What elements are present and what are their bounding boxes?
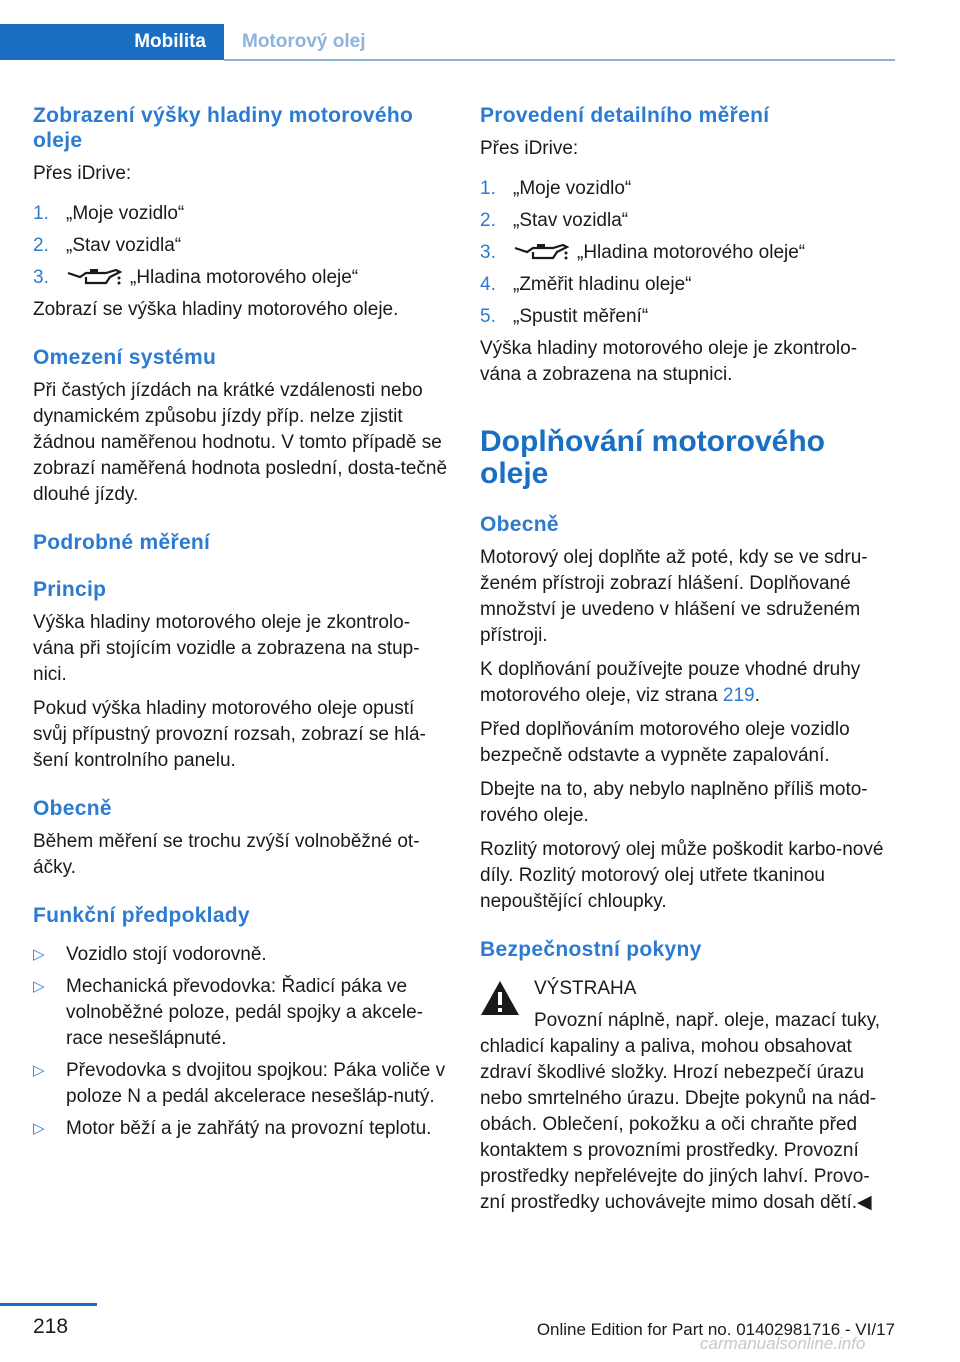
warning-triangle-icon: [480, 980, 520, 1016]
bullet-triangle-icon: ▷: [33, 1062, 45, 1079]
bullet-triangle-icon: ▷: [33, 1120, 45, 1137]
warning-title: VÝSTRAHA: [534, 978, 637, 999]
page-number: 218: [33, 1315, 69, 1338]
principle-text-2: Pokud výška hladiny motorového oleje opustí svůj přípustný provozní rozsah, zobrazí se hlá‐šení kontrolního panelu.: [33, 698, 426, 771]
list-item: 2. „Stav vozidla“: [480, 210, 629, 231]
list-item: ▷ Převodovka s dvojitou spojkou: Páka voliče v poloze N a pedál akcelerace nesešláp‐nutý.: [33, 1060, 446, 1107]
principle-text-1: Výška hladiny motorového oleje je zkontrolo‐vána při stojícím vozidle a zobrazena na stup‐nici.: [33, 612, 420, 685]
idrive-intro: Přes iDrive:: [33, 163, 132, 184]
warning-block: [480, 976, 895, 1216]
refill-text-3: Před doplňováním motorového oleje vozidlo bezpečně odstavte a vypněte zapalování.: [480, 719, 850, 766]
idrive-intro: Přes iDrive:: [480, 138, 579, 159]
display-result-text: Zobrazí se výška hladiny motorového oleje.: [33, 299, 399, 320]
left-column: [33, 103, 448, 1148]
list-item: 2. „Stav vozidla“: [33, 235, 182, 256]
prerequisites-list: [33, 942, 448, 1142]
tab-motorovy-olej[interactable]: Motorový olej: [242, 31, 366, 52]
heading-prerequisites: Funkční předpoklady: [33, 904, 250, 927]
list-item: 1. „Moje vozidlo“: [480, 178, 632, 199]
tab-mobilita[interactable]: Mobilita: [0, 24, 224, 60]
warning-text: Povozní náplně, např. oleje, mazací tuky, chladicí kapaliny a paliva, mohou obsahovat zdraví škodlivé složky. Hrozí nebezpečí úrazu nebo smrtelného úrazu. Dbejte pokynů na nád‐obách. Oblečení, pokožku a oči chraňte před kontaktem s provozními prostředky. Provozní prostředky nepřelévejte do jiných lahví. Provo‐zní prostředky uchovávejte mimo dosah dětí.◀: [480, 1010, 881, 1213]
list-item: ▷ Vozidlo stojí vodorovně.: [33, 942, 448, 968]
list-item: 1. „Moje vozidlo“: [33, 203, 185, 224]
list-item: ▷ Motor běží a je zahřátý na provozní teplotu.: [33, 1116, 448, 1142]
heading-principle: Princip: [33, 578, 107, 601]
limits-text: Při častých jízdách na krátké vzdálenosti nebo dynamickém způsobu jízdy příp. nelze zjistit žádnou naměřenou hodnotu. V tomto případě se zobrazí naměřená hodnota poslední, dosta‐tečně dlouhé jízdy.: [33, 380, 448, 505]
heading-oil-level-display: Zobrazení výšky hladiny motorového oleje: [33, 104, 414, 152]
footer-divider: [0, 1303, 97, 1306]
refill-text-2: K doplňování používejte pouze vhodné druhy motorového oleje, viz strana 219.: [480, 659, 861, 706]
header-divider: [224, 59, 895, 61]
bullet-triangle-icon: ▷: [33, 978, 45, 995]
list-item: 4. „Změřit hladinu oleje“: [480, 274, 692, 295]
right-column: [480, 103, 895, 1216]
list-item: 3. „Hladina motorového oleje“: [480, 242, 806, 263]
list-item: ▷ Mechanická převodovka: Řadicí páka ve volnoběžné poloze, pedál spojky a akcele‐race nesešlápnuté.: [33, 976, 424, 1049]
refill-text-1: Motorový olej doplňte až poté, kdy se ve sdru‐ženém přístroji zobrazí hlášení. Doplňované množství je uvedeno v hlášení ve sdruženém přístroji.: [480, 547, 868, 646]
perform-result-text: Výška hladiny motorového oleje je zkontrolo‐vána a zobrazena na stupnici.: [480, 338, 858, 385]
watermark: carmanualsonline.info: [700, 1334, 866, 1353]
heading-oil-refill: Doplňování motorového oleje: [480, 425, 825, 490]
heading-safety: Bezpečnostní pokyny: [480, 938, 702, 961]
oil-can-icon: [513, 242, 569, 262]
heading-system-limits: Omezení systému: [33, 346, 217, 369]
list-item: 3. „Hladina motorového oleje“: [33, 267, 359, 288]
heading-general-refill: Obecně: [480, 513, 559, 536]
steps-list-display: [33, 201, 448, 291]
heading-perform-measurement: Provedení detailního měření: [480, 104, 770, 127]
page-link[interactable]: 219: [722, 685, 755, 706]
steps-list-measure: [480, 176, 895, 330]
bullet-triangle-icon: ▷: [33, 946, 45, 963]
page-header: [0, 0, 895, 62]
heading-general: Obecně: [33, 797, 112, 820]
edition-text: Online Edition for Part no. 01402981716 - VI/17: [536, 1320, 895, 1339]
list-item: 5. „Spustit měření“: [480, 306, 649, 327]
general-text: Během měření se trochu zvýší volnoběžné ot‐áčky.: [33, 831, 420, 878]
heading-detailed-measurement: Podrobné měření: [33, 531, 211, 554]
oil-can-icon: [66, 267, 122, 287]
refill-text-5: Rozlitý motorový olej může poškodit karbo‐nové díly. Rozlitý motorový olej utřete tkaninou nepouštějící chloupky.: [480, 839, 884, 912]
refill-text-4: Dbejte na to, aby nebylo naplněno příliš moto‐rového oleje.: [480, 779, 868, 826]
